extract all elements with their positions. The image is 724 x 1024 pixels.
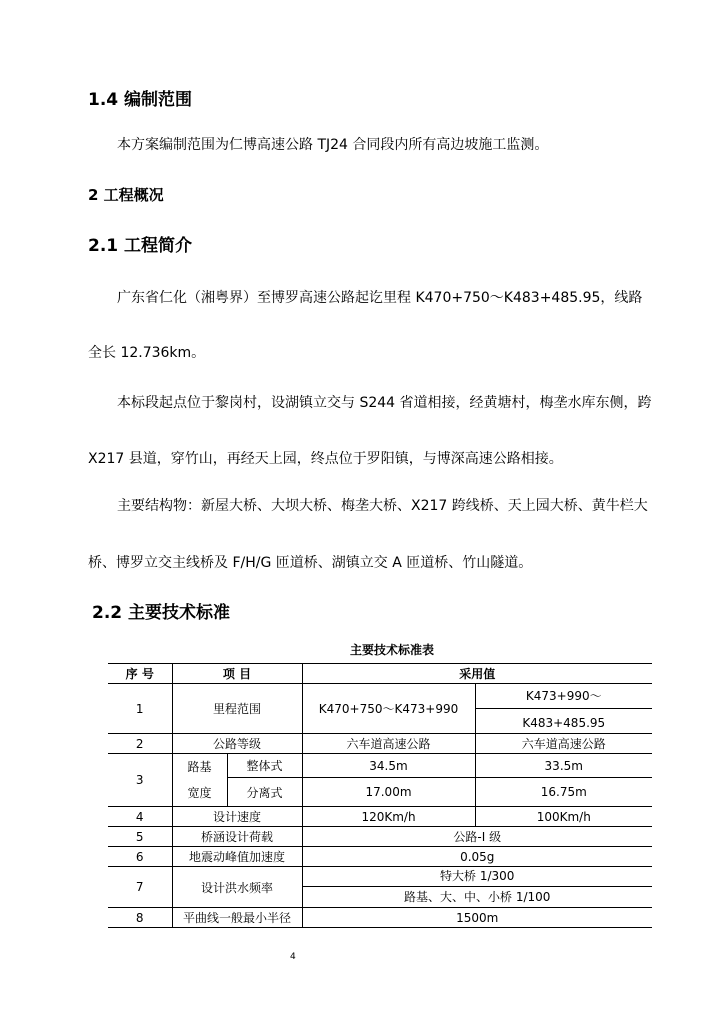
header-no: 序 号 — [108, 664, 172, 684]
cell-value-line: K483+485.95 — [522, 716, 606, 730]
cell-value: K470+750～K473+990 — [302, 684, 475, 734]
section-2-title: 2 工程概况 — [88, 186, 164, 204]
section-1-4-text: 本方案编制范围为仁博高速公路 TJ24 合同段内所有高边坡施工监测。 — [117, 137, 549, 153]
page-number: 4 — [290, 952, 296, 962]
tech-standards-table — [108, 663, 652, 928]
table-caption: 主要技术标准表 — [349, 643, 434, 657]
cell-value-line: 特大桥 1/300 — [303, 867, 653, 887]
table-row — [108, 754, 652, 778]
section-2-1-title: 2.1 工程简介 — [88, 236, 193, 256]
cell-no: 7 — [108, 867, 172, 908]
para-3-line-2: 桥、博罗立交主线桥及 F/H/G 匝道桥、湖镇立交 A 匝道桥、竹山隧道。 — [88, 555, 533, 571]
cell-item: 设计速度 — [172, 807, 302, 827]
cell-value: 六车道高速公路 — [302, 734, 475, 754]
cell-item: 平曲线一般最小半径 — [172, 908, 302, 928]
cell-item: 桥涵设计荷载 — [172, 827, 302, 847]
table-row — [108, 734, 652, 754]
cell-no: 6 — [108, 847, 172, 867]
table-header-row — [108, 664, 652, 684]
cell-item: 地震动峰值加速度 — [172, 847, 302, 867]
cell-value: 1500m — [302, 908, 652, 928]
cell-no: 2 — [108, 734, 172, 754]
cell-no: 1 — [108, 684, 172, 734]
cell-item: 公路等级 — [172, 734, 302, 754]
para-3-line-1: 主要结构物：新屋大桥、大坝大桥、梅垄大桥、X217 跨线桥、天上园大桥、黄牛栏大 — [117, 498, 648, 514]
para-1-line-1: 广东省仁化（湘粤界）至博罗高速公路起讫里程 K470+750～K483+485.95，线路 — [117, 290, 643, 306]
cell-value: 33.5m — [475, 754, 652, 778]
cell-subitem: 分离式 — [227, 778, 302, 807]
table-row — [108, 847, 652, 867]
para-2-line-1: 本标段起点位于黎岗村，设湖镇立交与 S244 省道相接，经黄塘村，梅垄水库东侧，跨 — [117, 395, 652, 411]
cell-value-line: K473+990～ — [476, 684, 653, 709]
cell-value: 0.05g — [302, 847, 652, 867]
cell-subitem: 整体式 — [227, 754, 302, 778]
header-value: 采用值 — [302, 664, 652, 684]
cell-item — [172, 754, 227, 807]
para-2-line-2: X217 县道，穿竹山，再经天上园，终点位于罗阳镇，与博深高速公路相接。 — [88, 451, 563, 467]
section-2-2-title: 2.2 主要技术标准 — [92, 603, 231, 623]
cell-no: 5 — [108, 827, 172, 847]
cell-no: 4 — [108, 807, 172, 827]
cell-value-line: 路基、大、中、小桥 1/100 — [404, 890, 551, 904]
cell-value: 100Km/h — [475, 807, 652, 827]
cell-no: 3 — [108, 754, 172, 807]
cell-value: 120Km/h — [302, 807, 475, 827]
cell-item-line: 宽度 — [187, 786, 212, 800]
table-row — [108, 908, 652, 928]
cell-value: 34.5m — [302, 754, 475, 778]
cell-value: 16.75m — [475, 778, 652, 807]
table-row — [108, 807, 652, 827]
table-row — [108, 684, 652, 734]
cell-value — [475, 684, 652, 734]
cell-value — [302, 867, 652, 908]
section-1-4-title: 1.4 编制范围 — [88, 90, 193, 110]
para-1-line-2: 全长 12.736km。 — [88, 345, 206, 361]
cell-value: 17.00m — [302, 778, 475, 807]
cell-item-line: 路基 — [187, 760, 212, 774]
table-row — [108, 827, 652, 847]
cell-value: 六车道高速公路 — [475, 734, 652, 754]
table-row — [108, 867, 652, 908]
cell-item: 设计洪水频率 — [172, 867, 302, 908]
cell-item: 里程范围 — [172, 684, 302, 734]
cell-no: 8 — [108, 908, 172, 928]
header-item: 项 目 — [172, 664, 302, 684]
cell-value: 公路-I 级 — [302, 827, 652, 847]
